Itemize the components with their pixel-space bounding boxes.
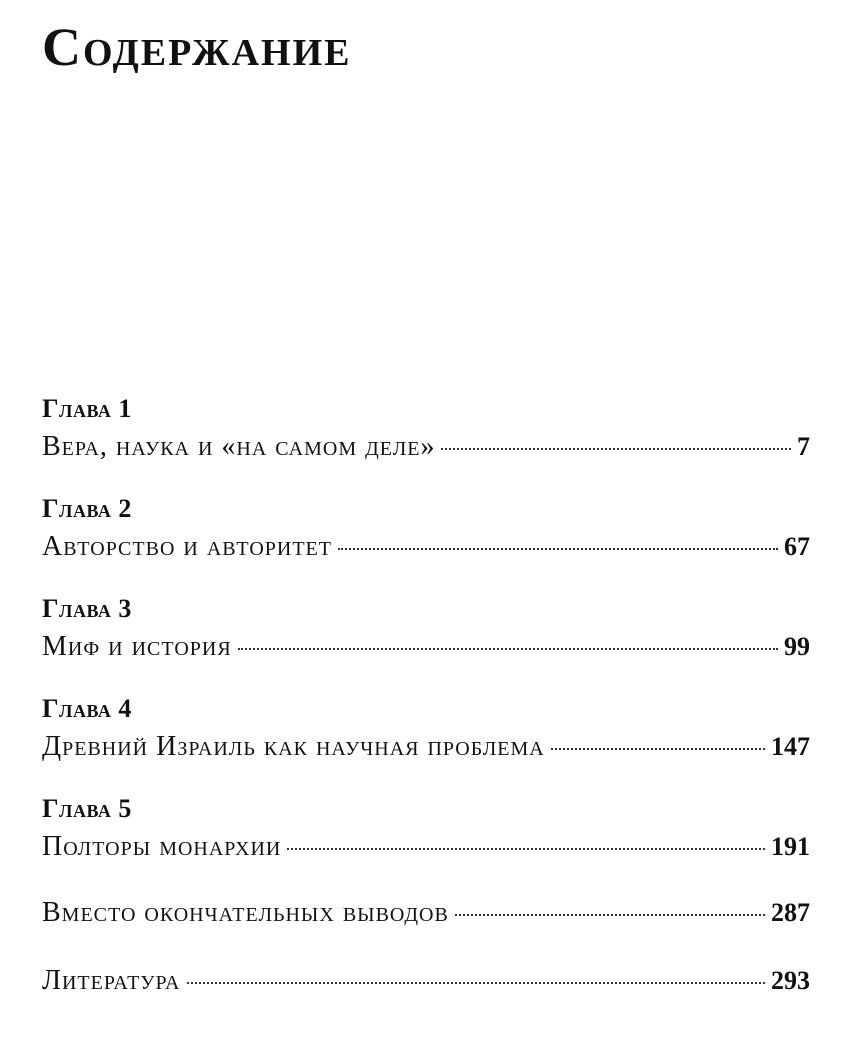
entry-page-number: 147 (771, 732, 810, 761)
entry-title: Миф и история (42, 631, 232, 662)
toc-chapter-2 (42, 492, 810, 568)
chapter-label: Глава 3 (42, 594, 132, 623)
chapter-label: Глава 1 (42, 394, 132, 423)
dot-leader (287, 848, 765, 850)
entry-title: Полторы монархии (42, 831, 282, 862)
dot-leader (441, 448, 791, 450)
toc-entry[interactable] (42, 526, 810, 568)
entry-title: Древний Израиль как научная проблема (42, 731, 545, 762)
toc-chapter-1 (42, 392, 810, 468)
entry-page-number: 293 (771, 966, 810, 995)
dot-leader (238, 648, 778, 650)
dot-leader (455, 914, 765, 916)
toc-chapter-3 (42, 592, 810, 668)
toc-entry[interactable] (42, 826, 810, 868)
toc-entry[interactable] (42, 726, 810, 768)
toc-chapter-5 (42, 792, 810, 868)
table-of-contents (42, 392, 810, 1002)
entry-page-number: 287 (771, 898, 810, 927)
entry-page-number: 99 (784, 632, 810, 661)
toc-chapter-4 (42, 692, 810, 768)
chapter-label: Глава 2 (42, 494, 132, 523)
toc-entry-bibliography[interactable] (42, 960, 810, 1002)
toc-entry[interactable] (42, 626, 810, 668)
toc-entry-conclusions[interactable] (42, 892, 810, 934)
toc-entry[interactable] (42, 426, 810, 468)
entry-page-number: 7 (797, 432, 810, 461)
entry-title: Литература (42, 965, 181, 996)
page-title: Содержание (42, 17, 352, 77)
entry-page-number: 191 (771, 832, 810, 861)
dot-leader (338, 548, 778, 550)
dot-leader (187, 982, 765, 984)
entry-title: Авторство и авторитет (42, 531, 332, 562)
entry-title: Вера, наука и «на самом деле» (42, 431, 436, 462)
chapter-label: Глава 4 (42, 694, 132, 723)
entry-page-number: 67 (784, 532, 810, 561)
entry-title: Вместо окончательных выводов (42, 897, 449, 928)
chapter-label: Глава 5 (42, 794, 132, 823)
dot-leader (551, 748, 765, 750)
